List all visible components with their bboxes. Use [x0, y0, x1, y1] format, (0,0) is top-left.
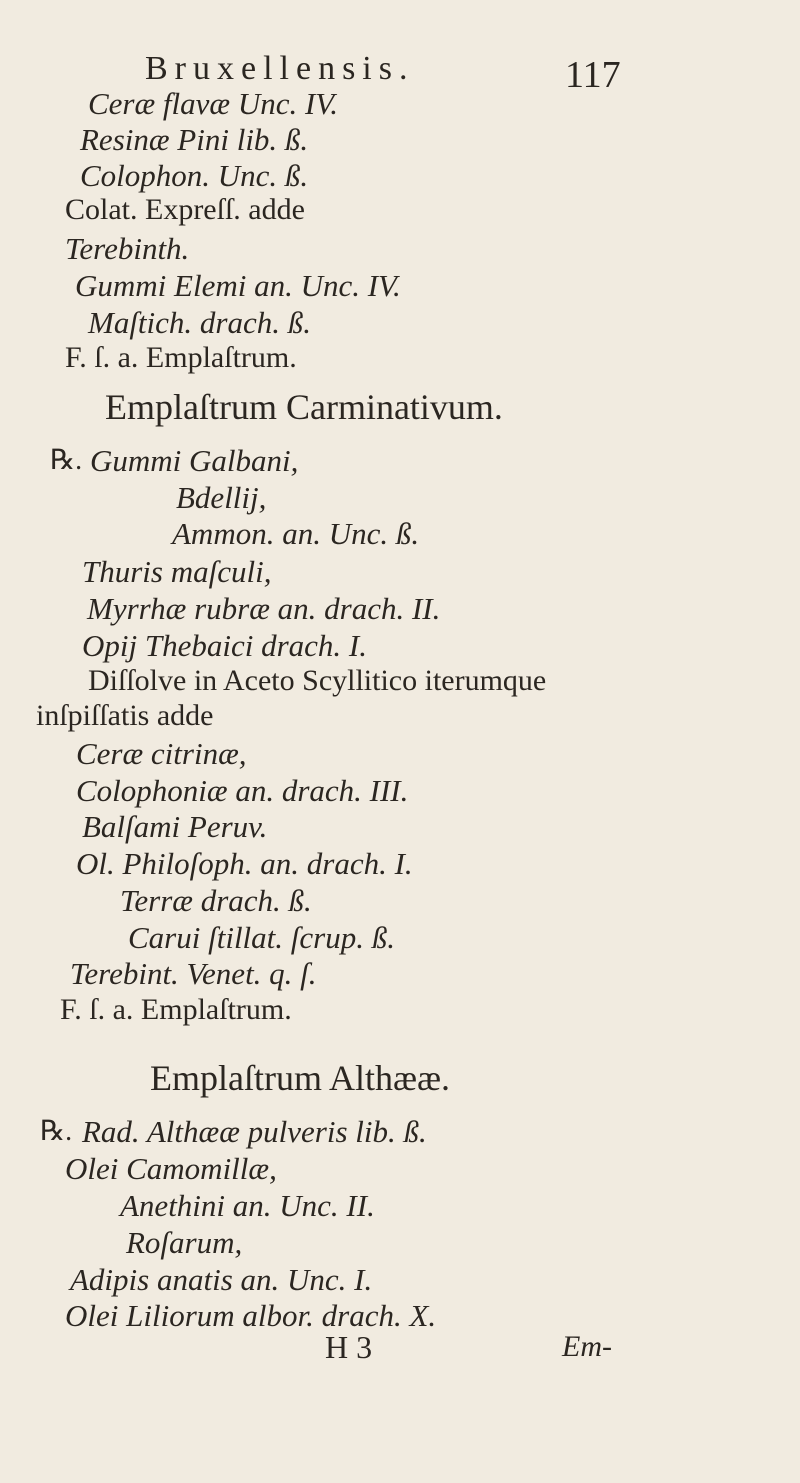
text-line: Terebint. Venet. q. ſ.	[70, 956, 317, 991]
text-line: Ammon. an. Unc. ß.	[172, 516, 420, 551]
catchword: Em-	[562, 1330, 612, 1363]
text-line: Ol. Philoſoph. an. drach. I.	[76, 846, 413, 881]
page-number: 117	[565, 54, 621, 96]
section-heading: Emplaſtrum Carminativum.	[105, 387, 503, 427]
text-line: Maſtich. drach. ß.	[88, 305, 311, 340]
text-line: Opij Thebaici drach. I.	[82, 628, 367, 663]
text-line: Gummi Galbani,	[90, 443, 299, 478]
text-line: Rad. Althææ pulveris lib. ß.	[82, 1114, 427, 1149]
text-line: inſpiſſatis adde	[36, 699, 214, 732]
recipe-symbol: ℞.	[40, 1116, 73, 1147]
text-line: Roſarum,	[126, 1225, 243, 1260]
text-line: Thuris maſculi,	[82, 554, 272, 589]
text-line: Balſami Peruv.	[82, 809, 268, 844]
text-line: Adipis anatis an. Unc. I.	[70, 1262, 373, 1297]
text-line: Resinæ Pini lib. ß.	[80, 122, 309, 157]
running-head: Bruxellensis.	[145, 50, 415, 87]
text-line: Colophoniæ an. drach. III.	[76, 773, 409, 808]
text-line: Colat. Expreſſ. adde	[65, 193, 305, 226]
text-line: Carui ſtillat. ſcrup. ß.	[128, 920, 395, 955]
text-line: Colophon. Unc. ß.	[80, 158, 309, 193]
section-heading: Emplaſtrum Althææ.	[150, 1058, 451, 1098]
text-line: Olei Camomillæ,	[65, 1151, 277, 1186]
text-line: F. ſ. a. Emplaſtrum.	[60, 993, 292, 1026]
text-line: Ceræ flavæ Unc. IV.	[88, 86, 338, 121]
signature-mark: H 3	[325, 1329, 373, 1365]
recipe-symbol: ℞.	[50, 445, 83, 476]
text-line: Myrrhæ rubræ an. drach. II.	[87, 591, 441, 626]
text-line: Terræ drach. ß.	[120, 883, 312, 918]
text-line: Anethini an. Unc. II.	[120, 1188, 375, 1223]
text-line: Terebinth.	[65, 231, 190, 266]
text-line: F. ſ. a. Emplaſtrum.	[65, 341, 297, 374]
text-line: Bdellij,	[176, 480, 267, 515]
text-line: Olei Liliorum albor. drach. X.	[65, 1298, 437, 1333]
text-line: Diſſolve in Aceto Scyllitico iterumque	[88, 664, 547, 697]
text-line: Gummi Elemi an. Unc. IV.	[75, 268, 401, 303]
text-line: Ceræ citrinæ,	[76, 736, 247, 771]
